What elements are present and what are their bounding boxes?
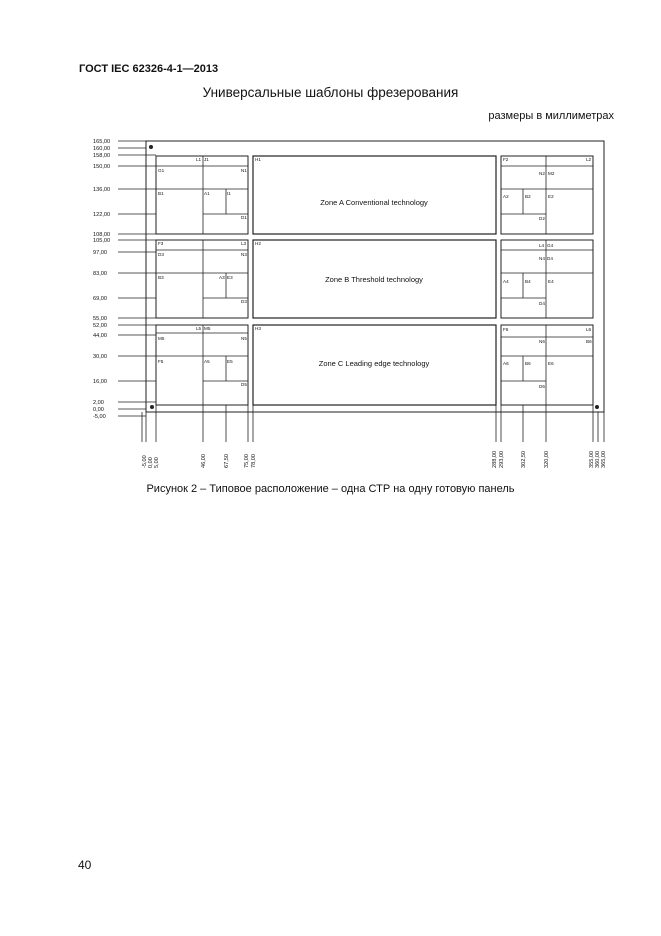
label-e3: E3 bbox=[227, 275, 233, 280]
zone-b-right-block bbox=[501, 240, 593, 318]
x-tick-293: 293,00 bbox=[499, 450, 505, 468]
label-h1: H1 bbox=[255, 157, 261, 162]
label-a6: A6 bbox=[503, 361, 509, 366]
label-m5: M5 bbox=[158, 336, 165, 341]
label-m2: M2 bbox=[548, 171, 555, 176]
zone-a-left-block bbox=[156, 156, 248, 234]
y-tick-69: 69,00 bbox=[93, 296, 107, 302]
label-m5-top: M5 bbox=[204, 326, 211, 331]
label-e2: E2 bbox=[548, 194, 554, 199]
zone-c-row bbox=[156, 325, 593, 405]
zone-c-left-block bbox=[156, 325, 248, 405]
label-d6: D6 bbox=[539, 384, 545, 389]
label-f6: F6 bbox=[503, 327, 509, 332]
label-n1: N1 bbox=[241, 168, 247, 173]
label-a2: A2 bbox=[503, 194, 509, 199]
label-i1: I1 bbox=[227, 191, 231, 196]
fiducial-bottom-left bbox=[150, 405, 154, 409]
y-tick-108: 108,00 bbox=[93, 232, 111, 238]
y-tick-122: 122,00 bbox=[93, 212, 111, 218]
label-j1: J1 bbox=[204, 157, 209, 162]
fiducial-top-left bbox=[149, 145, 153, 149]
label-h3: H3 bbox=[255, 326, 261, 331]
label-a1: A1 bbox=[204, 191, 210, 196]
y-tick-55: 55,00 bbox=[93, 316, 107, 322]
label-l2: L2 bbox=[586, 157, 592, 162]
label-d2: D2 bbox=[539, 216, 545, 221]
standard-code: ГОСТ IEC 62326-4-1—2013 bbox=[79, 63, 219, 75]
y-tick-16: 16,00 bbox=[93, 379, 107, 385]
label-h2: H2 bbox=[255, 241, 261, 246]
label-f3: F3 bbox=[158, 241, 164, 246]
y-tick-2: 2,00 bbox=[93, 400, 104, 406]
label-l4: L4 bbox=[539, 243, 545, 248]
y-tick-0: 0,00 bbox=[93, 407, 104, 413]
x-tick-5: 5,00 bbox=[154, 457, 160, 468]
label-l3: L3 bbox=[241, 241, 247, 246]
label-l1: L1 bbox=[196, 157, 202, 162]
label-n4: N4 bbox=[539, 256, 545, 261]
label-n5: N5 bbox=[241, 336, 247, 341]
label-d4: D4 bbox=[547, 256, 553, 261]
label-b2: B2 bbox=[525, 194, 531, 199]
label-f2: F2 bbox=[503, 157, 509, 162]
figure-caption: Рисунок 2 – Типовое расположение – одна СТР на одну готовую панель bbox=[146, 483, 515, 495]
x-dimensions bbox=[142, 405, 607, 468]
y-tick-105: 105,00 bbox=[93, 238, 111, 244]
zone-c-label: Zone C Leading edge technology bbox=[318, 359, 430, 368]
units-note: размеры в миллиметрах bbox=[488, 110, 614, 122]
y-tick-165: 165,00 bbox=[93, 139, 111, 145]
x-tick-75: 75,00 bbox=[244, 454, 250, 468]
label-l6: L6 bbox=[586, 327, 592, 332]
zone-a-right-block bbox=[501, 156, 593, 234]
label-e4: E4 bbox=[548, 279, 554, 284]
x-tick-288: 288,00 bbox=[492, 450, 498, 468]
page-title: Универсальные шаблоны фрезерования bbox=[202, 85, 459, 100]
zone-a-center bbox=[253, 156, 496, 234]
x-tick-360: 360,00 bbox=[595, 450, 601, 468]
x-tick-67-5: 67,50 bbox=[224, 454, 230, 468]
x-tick-302-5: 302,50 bbox=[521, 450, 527, 468]
x-tick-minus5: -5,00 bbox=[142, 455, 148, 468]
label-a4: A4 bbox=[503, 279, 509, 284]
page-number: 40 bbox=[78, 858, 92, 872]
zone-b-row bbox=[156, 240, 593, 318]
x-tick-78: 78,00 bbox=[251, 454, 257, 468]
y-tick-136: 136,00 bbox=[93, 187, 111, 193]
y-tick-52: 52,00 bbox=[93, 323, 107, 329]
zone-b-label: Zone B Threshold technology bbox=[325, 275, 423, 284]
zone-a-label: Zone A Conventional technology bbox=[320, 198, 428, 207]
y-dimensions bbox=[93, 139, 156, 420]
fiducial-bottom-right bbox=[595, 405, 599, 409]
label-l5: L5 bbox=[196, 326, 202, 331]
label-d3-bottom: D3 bbox=[241, 299, 247, 304]
label-b6: B6 bbox=[525, 361, 531, 366]
y-tick-158: 158,00 bbox=[93, 153, 111, 159]
zone-b-left-block bbox=[156, 240, 248, 318]
x-tick-46: 46,00 bbox=[201, 454, 207, 468]
y-tick-30: 30,00 bbox=[93, 354, 107, 360]
x-tick-320: 320,00 bbox=[544, 450, 550, 468]
x-tick-355: 355,00 bbox=[589, 450, 595, 468]
label-f5: F5 bbox=[158, 359, 164, 364]
label-n6: N6 bbox=[539, 339, 545, 344]
label-e6: E6 bbox=[548, 361, 554, 366]
label-b6-top: B6 bbox=[586, 339, 592, 344]
label-d3: D3 bbox=[158, 252, 164, 257]
label-d4-bottom: D4 bbox=[539, 301, 545, 306]
x-tick-0: 0,00 bbox=[148, 457, 154, 468]
y-tick-150: 150,00 bbox=[93, 164, 111, 170]
y-tick-160: 160,00 bbox=[93, 146, 111, 152]
label-b4: B4 bbox=[525, 279, 531, 284]
x-tick-365: 365,00 bbox=[601, 450, 607, 468]
label-a3: A3 bbox=[219, 275, 225, 280]
label-g4: G4 bbox=[547, 243, 554, 248]
y-tick-97: 97,00 bbox=[93, 250, 107, 256]
label-n3: N3 bbox=[241, 252, 247, 257]
y-tick-44: 44,00 bbox=[93, 333, 107, 339]
label-a5: A5 bbox=[204, 359, 210, 364]
label-b1: B1 bbox=[158, 191, 164, 196]
zone-a-row bbox=[156, 156, 593, 234]
label-e5: E5 bbox=[227, 359, 233, 364]
label-g1: G1 bbox=[158, 168, 165, 173]
y-tick-minus5: -5,00 bbox=[93, 414, 106, 420]
label-d5: D5 bbox=[241, 382, 247, 387]
y-tick-83: 83,00 bbox=[93, 271, 107, 277]
label-b3: B3 bbox=[158, 275, 164, 280]
label-n2: N2 bbox=[539, 171, 545, 176]
label-d1: D1 bbox=[241, 215, 247, 220]
